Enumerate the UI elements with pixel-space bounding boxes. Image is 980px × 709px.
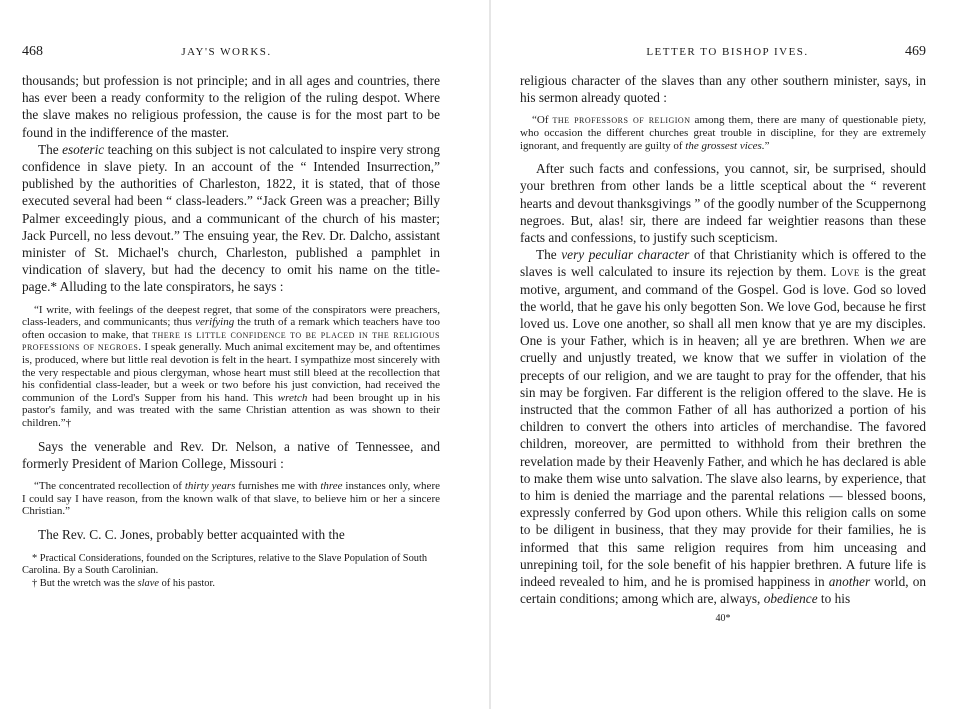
left-paragraph-2: The esoteric teaching on this subject is not calculated to inspire very strong confidence in slave piety. In an account of the “ Intended Insurrection,” published by the authorities of Charleston, 1822, it is stated, that of those executed several had been “ class-leaders.” “Jack Green was a preacher; Billy Palmer exceedingly pious, and a communicant of the church of his master; Jack Purcell, no less devout.” The ensuing year, the Rev. Dr. Dalcho, assistant minister of St. Michael's church, Charleston, published a pamphlet in vindication of slavery, but had the decency to omit his name on the title-page.* Alluding to the late conspirators, he says : bbox=[22, 141, 440, 295]
left-paragraph-4: The Rev. C. C. Jones, probably better acquainted with the bbox=[38, 526, 345, 542]
right-body bbox=[520, 160, 926, 607]
jones-quote: “Of the professors of religion among them, there are many of questionable piety, who occasion the different churches great trouble in discipline, for they are extremely ignorant, and frequently are guilty of the grossest vices.” bbox=[520, 114, 926, 152]
footnote-2: † But the wretch was the slave of his pastor. bbox=[32, 577, 215, 589]
right-paragraph-2: After such facts and confessions, you cannot, sir, be surprised, should your brethren from other lands be a little sceptical about the “ reverent hearts and devout thanksgivings ” of the goodly number of the Scuppernong negroes. But, alas! sir, there are indeed far weightier reasons than these facts and confessions, to justify such scepticism. bbox=[520, 161, 926, 245]
right-running-header bbox=[520, 44, 926, 62]
right-page bbox=[490, 0, 980, 709]
right-running-title: LETTER TO BISHOP IVES. bbox=[646, 46, 809, 58]
signature-mark: 40* bbox=[715, 613, 731, 625]
left-footnotes bbox=[22, 553, 440, 590]
footnote-1: * Practical Considerations, founded on the Scriptures, relative to the Slave Population of South Carolina. By a South Carolinian. bbox=[22, 552, 428, 577]
right-paragraph-1: religious character of the slaves than any other southern minister, says, in his sermon already quoted : bbox=[520, 73, 926, 106]
left-page-number: 468 bbox=[22, 44, 43, 59]
right-page-number: 469 bbox=[904, 44, 926, 59]
left-paragraph-3: Says the venerable and Rev. Dr. Nelson, a native of Tennessee, and formerly President of Marion College, Missouri : bbox=[22, 438, 440, 471]
left-paragraph-1: thousands; but profession is not principle; and in all ages and countries, there has ever been a ready conformity to the religion of the ruling despot. Where the slave makes no religious profession, the cause is for the most part to be found in the indifference of the master. bbox=[22, 73, 440, 140]
left-running-title: JAY'S WORKS. bbox=[181, 46, 272, 58]
dalcho-quote: “I write, with feelings of the deepest regret, that some of the conspirators were preachers, class-leaders, and communicants; thus verifying the truth of a remark which teachers have too often occasion to make, that there is little confidence to be placed in the religious professions of negroes. I speak generally. Much animal excitement may be, and oftentimes is, produced, where but little real devotion is felt in the heart. I sympathize most sincerely with the very respectable and pious clergyman, whose heart must still bleed at the recollection that his confidential class-leader, but a week or two before his just conviction, had received the communion of the Lord's Supper from his hand. This wretch had been brought up in his pastor's family, and was treated with the same Christian attention as was shown to their children.”† bbox=[22, 303, 441, 429]
nelson-quote: “The concentrated recollection of thirty years furnishes me with three instances only, where I could say I have reason, from the known walk of that slave, to believe him or her a sincere Christian.” bbox=[22, 479, 440, 518]
left-running-header bbox=[22, 44, 440, 62]
left-body bbox=[22, 72, 440, 296]
right-paragraph-3: The very peculiar character of that Christianity which is offered to the slaves is well calculated to insure its rejection by them. Love is the great motive, argument, and command of the Gospel. God is love. God so loved the world, that he gave his only begotten Son. We love God, because he first loved us. Love one another, so shall all men know that ye are my disciples. One is your Father, which is in heaven; all ye are brethren. When we are cruelly and unjustly treated, we know that we suffer in violation of the precepts of our religion, and we are taught to pray for the offender, that his sin may be forgiven. Far different is the religion offered to the slave. He is instructed that the common Father of all has authorized a portion of his children to convert the others into articles of merchandise. The favored children, moreover, are permitted to withhold from their brethren the revelation made by their Heavenly Father, and which he has declared is able to make them wise unto salvation. The slave also learns, by experience, that to him is denied the marriage and the parental relations — blessed boons, expressly conferred by God upon others. While this religion calls on some to be diligent in business, that they may provide for their families, he is informed that this same religion requires from him unceasing and unrepining toil, for the sole benefit of his happier brethren. A future life is indeed revealed to him, and he is promised happiness in another world, on certain conditions; among which are, always, obedience to his bbox=[520, 247, 926, 607]
